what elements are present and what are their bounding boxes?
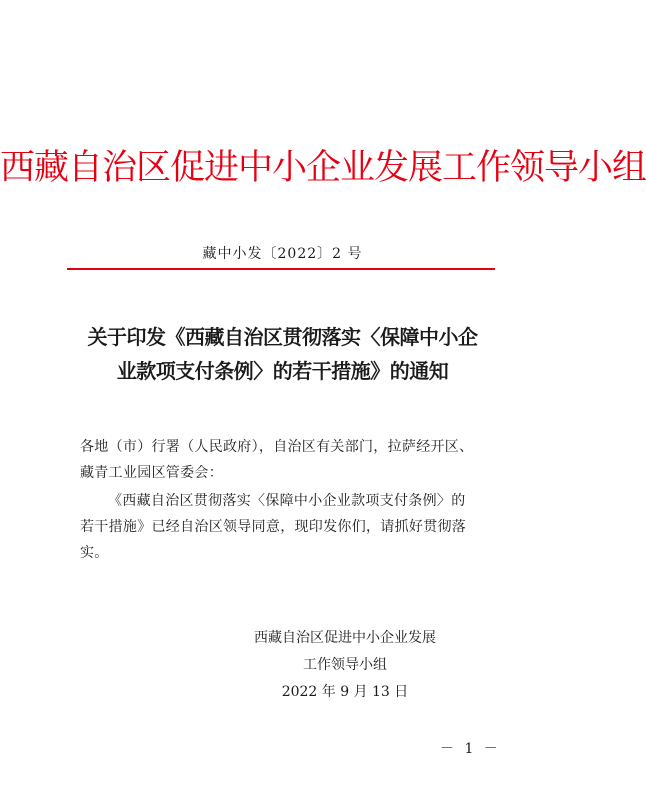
document-number: 藏中小发〔2022〕2 号 bbox=[202, 246, 363, 262]
body-line: 《西藏自治区贯彻落实〈保障中小企业款项支付条例〉的 bbox=[108, 493, 466, 509]
page-number: － 1 － bbox=[440, 741, 501, 757]
signature-org-line: 西藏自治区促进中小企业发展 bbox=[254, 630, 436, 646]
addressee-line: 各地（市）行署（人民政府），自治区有关部门，拉萨经开区、 bbox=[80, 439, 474, 455]
signature-date: 2022 年 9 月 13 日 bbox=[281, 684, 409, 700]
red-separator-line bbox=[67, 268, 495, 270]
issuing-organization-header: 西藏自治区促进中小企业发展工作领导小组 bbox=[0, 148, 646, 188]
signature-block bbox=[220, 625, 470, 706]
body-line: 实。 bbox=[80, 545, 109, 561]
document-title bbox=[60, 320, 505, 388]
signature-org-line: 工作领导小组 bbox=[303, 657, 387, 673]
document-title-line: 业款项支付条例〉的若干措施》的通知 bbox=[116, 359, 449, 383]
document-title-line: 关于印发《西藏自治区贯彻落实〈保障中小企 bbox=[87, 325, 478, 349]
addressee-block bbox=[80, 434, 500, 486]
addressee-line: 藏青工业园区管委会： bbox=[80, 465, 223, 481]
body-paragraph bbox=[80, 488, 500, 566]
body-line: 若干措施》已经自治区领导同意，现印发你们，请抓好贯彻落 bbox=[80, 519, 467, 535]
